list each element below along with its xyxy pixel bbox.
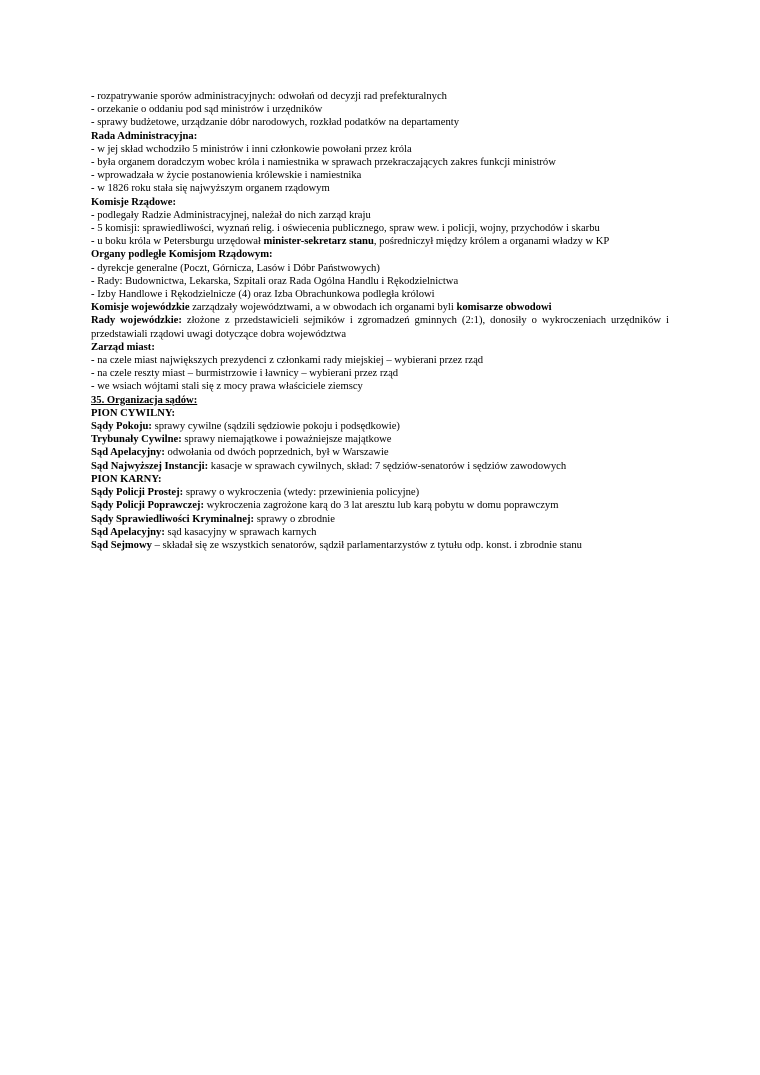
document-page — [91, 90, 669, 552]
text-line — [91, 130, 669, 143]
text-line — [91, 288, 669, 301]
text-segment: we wsiach wójtami stali się z mocy prawa właściciele ziemscy — [97, 381, 363, 393]
bold-text: Sądy Pokoju: — [91, 421, 152, 433]
bold-text: Sądy Policji Poprawczej: — [91, 500, 204, 512]
text-segment: była organem doradczym wobec króla i namiestnika w sprawach przekraczających zakres funkcji ministrów — [97, 157, 556, 169]
bold-text: - — [91, 236, 98, 248]
bold-text: komisarze obwodowi — [456, 302, 552, 314]
bold-text: - — [91, 117, 98, 129]
text-segment: zarządzały województwami, a w obwodach ich organami byli — [189, 302, 457, 314]
text-line — [91, 446, 669, 459]
text-line — [91, 513, 669, 526]
text-segment: sprawy o zbrodnie — [254, 513, 335, 525]
text-segment: sprawy o wykroczenia (wtedy: przewinienia policyjne) — [183, 487, 420, 499]
text-line — [91, 182, 669, 195]
text-segment: na czele miast największych prezydenci z członkami rady miejskiej – wybierani przez rząd — [97, 355, 484, 367]
text-line — [91, 499, 669, 512]
text-line — [91, 169, 669, 182]
text-line — [91, 394, 669, 407]
text-segment: złożone z przedstawicieli sejmików i zgromadzeń gminnych (2:1), donosiły o wykroczeniach urzędników i przedstawiali rządowi uwagi dotyczące dobra województwa — [91, 315, 669, 340]
bold-text: PION CYWILNY: — [91, 407, 176, 419]
text-line — [91, 235, 669, 248]
text-segment: orzekanie o oddaniu pod sąd ministrów i urzędników — [97, 104, 323, 116]
bold-text: - — [91, 104, 98, 116]
bold-text: - — [91, 381, 98, 393]
text-line — [91, 433, 669, 446]
bold-text: - — [91, 209, 98, 221]
bold-text: Rady wojewódzkie: — [91, 315, 182, 327]
bold-text: 35. Organizacja sądów: — [91, 394, 198, 406]
text-segment: podlegały Radzie Administracyjnej, należał do nich zarząd kraju — [97, 209, 371, 221]
text-line — [91, 209, 669, 222]
bold-text: PION KARNY: — [91, 473, 162, 485]
text-segment: rozpatrywanie sporów administracyjnych: odwołań od decyzji rad prefekturalnych — [97, 91, 447, 102]
bold-text: Sąd Apelacyjny: — [91, 447, 165, 459]
text-line — [91, 539, 669, 552]
text-segment: wprowadzała w życie postanowienia królewskie i namiestnika — [97, 170, 362, 182]
bold-text: - — [91, 275, 98, 287]
bold-text: Komisje wojewódzkie — [91, 302, 190, 314]
bold-text: Organy podległe Komisjom Rządowym: — [91, 249, 273, 261]
text-segment: – składał się ze wszystkich senatorów, sądził parlamentarzystów z tytułu odp. konst. i zbrodnie stanu — [151, 539, 582, 551]
text-line — [91, 275, 669, 288]
bold-text: - — [91, 143, 98, 155]
bold-text: Rada Administracyjna: — [91, 130, 198, 142]
text-line — [91, 486, 669, 499]
text-line — [91, 380, 669, 393]
text-line — [91, 143, 669, 156]
text-line — [91, 407, 669, 420]
text-segment: sprawy budżetowe, urządzanie dóbr narodowych, rozkład podatków na departamenty — [97, 117, 460, 129]
bold-text: - — [91, 91, 98, 102]
text-line — [91, 367, 669, 380]
bold-text: - — [91, 170, 98, 182]
bold-text: - — [91, 223, 98, 235]
text-line — [91, 354, 669, 367]
text-segment: 5 komisji: sprawiedliwości, wyznań relig. i oświecenia publicznego, spraw wew. i policji, wojny, przychodów i skarbu — [97, 223, 600, 235]
bold-text: minister-sekretarz stanu — [263, 236, 374, 248]
text-segment: u boku króla w Petersburgu urzędował — [97, 236, 264, 248]
text-line — [91, 460, 669, 473]
text-line — [91, 103, 669, 116]
text-line — [91, 420, 669, 433]
bold-text: Sąd Najwyższej Instancji: — [91, 460, 209, 472]
text-segment: sąd kasacyjny w sprawach karnych — [164, 526, 317, 538]
bold-text: Sąd Sejmowy — [91, 539, 152, 551]
text-segment: kasacje w sprawach cywilnych, skład: 7 sędziów-senatorów i sędziów zawodowych — [208, 460, 567, 472]
text-segment: wykroczenia zagrożone karą do 3 lat aresztu lub karą pobytu w domu poprawczym — [203, 500, 559, 512]
text-line — [91, 473, 669, 486]
bold-text: Zarząd miast: — [91, 341, 155, 353]
text-segment: odwołania od dwóch poprzednich, był w Warszawie — [164, 447, 389, 459]
text-line — [91, 314, 669, 340]
text-line — [91, 90, 669, 103]
text-segment: sprawy niemajątkowe i poważniejsze majątkowe — [181, 434, 392, 446]
text-segment: dyrekcje generalne (Poczt, Górnicza, Lasów i Dóbr Państwowych) — [97, 262, 380, 274]
bold-text: - — [91, 289, 98, 301]
bold-text: Sądy Policji Prostej: — [91, 487, 184, 499]
bold-text: - — [91, 157, 98, 169]
text-line — [91, 262, 669, 275]
text-segment: , pośredniczył między królem a organami władzy w KP — [373, 236, 610, 248]
text-line — [91, 222, 669, 235]
text-line — [91, 116, 669, 129]
text-segment: na czele reszty miast – burmistrzowie i ławnicy – wybierani przez rząd — [97, 368, 399, 380]
bold-text: - — [91, 355, 98, 367]
text-segment: Rady: Budownictwa, Lekarska, Szpitali oraz Rada Ogólna Handlu i Rękodzielnictwa — [97, 275, 459, 287]
text-segment: w jej skład wchodziło 5 ministrów i inni członkowie powołani przez króla — [97, 143, 412, 155]
text-line — [91, 248, 669, 261]
text-segment: w 1826 roku stała się najwyższym organem rządowym — [97, 183, 330, 195]
text-line — [91, 301, 669, 314]
bold-text: - — [91, 368, 98, 380]
text-line — [91, 196, 669, 209]
text-segment: sprawy cywilne (sądzili sędziowie pokoju i podsędkowie) — [151, 421, 400, 433]
text-segment: Izby Handlowe i Rękodzielnicze (4) oraz Izba Obrachunkowa podległa królowi — [97, 289, 435, 301]
bold-text: - — [91, 183, 98, 195]
bold-text: Sądy Sprawiedliwości Kryminalnej: — [91, 513, 255, 525]
bold-text: Trybunały Cywilne: — [91, 434, 182, 446]
bold-text: - — [91, 262, 98, 274]
text-line — [91, 341, 669, 354]
bold-text: Sąd Apelacyjny: — [91, 526, 165, 538]
bold-text: Komisje Rządowe: — [91, 196, 177, 208]
text-line — [91, 156, 669, 169]
text-line — [91, 526, 669, 539]
